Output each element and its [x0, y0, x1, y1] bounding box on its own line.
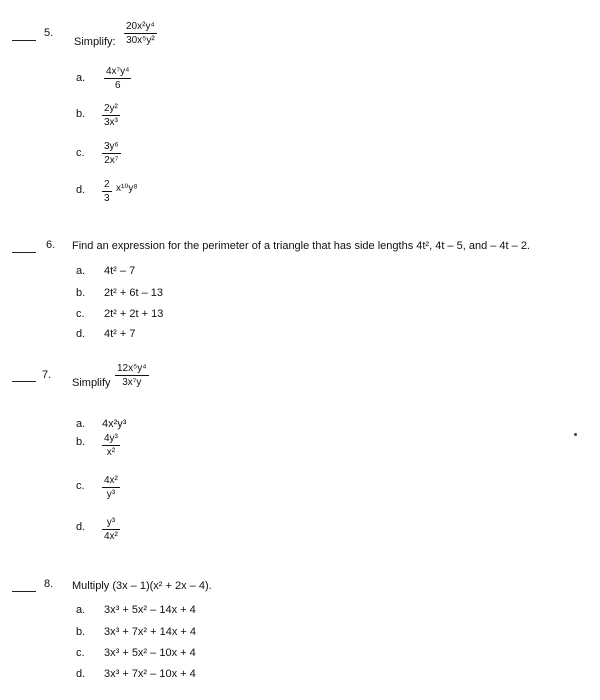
choice-fraction[interactable] [104, 66, 131, 91]
choice-text[interactable]: 4t² – 7 [104, 265, 136, 277]
choice-label: c. [76, 647, 85, 659]
choice-denominator: 3x³ [104, 117, 118, 128]
question-number: 8. [44, 578, 54, 590]
choice-numerator: 3y⁶ [104, 141, 119, 152]
choice-label: d. [76, 668, 86, 680]
choice-denominator: 4x² [104, 531, 118, 542]
answer-blank-q5[interactable] [12, 40, 36, 41]
question-expression [115, 363, 149, 388]
choice-text[interactable]: 4t² + 7 [104, 328, 136, 340]
choice-denominator: 6 [114, 80, 121, 91]
choice-label: d. [76, 184, 86, 196]
choice-variables: x¹⁰y⁸ [116, 183, 138, 194]
expression-denominator: 3x⁷y [122, 377, 142, 388]
choice-text[interactable]: 2t² + 6t – 13 [104, 287, 164, 299]
choice-label: a. [76, 418, 86, 430]
question-expression [124, 21, 157, 46]
choice-numerator: 2y² [104, 103, 118, 114]
expression-numerator: 20x²y⁴ [126, 21, 155, 32]
choice-fraction[interactable] [102, 517, 120, 542]
choice-label: d. [76, 521, 86, 533]
choice-text[interactable]: 3x³ + 5x² – 14x + 4 [104, 604, 196, 616]
choice-label: b. [76, 287, 86, 299]
choice-text[interactable]: 3x³ + 7x² + 14x + 4 [104, 626, 197, 638]
choice-coefficient[interactable] [102, 179, 112, 204]
question-prompt: Simplify [72, 377, 111, 389]
choice-text[interactable]: 3x³ + 7x² – 10x + 4 [104, 668, 196, 680]
choice-denominator: 2x⁷ [104, 155, 119, 166]
choice-label: b. [76, 108, 86, 120]
choice-fraction[interactable] [102, 475, 120, 500]
choice-label: a. [76, 604, 86, 616]
choice-fraction[interactable] [102, 433, 120, 458]
choice-label: c. [76, 147, 85, 159]
choice-label: a. [76, 72, 86, 84]
coefficient-denominator: 3 [104, 193, 110, 204]
answer-blank-q8[interactable] [12, 591, 36, 592]
choice-text[interactable]: 2t² + 2t + 13 [104, 308, 164, 320]
question-number: 6. [46, 239, 56, 251]
choice-denominator: x² [106, 447, 116, 458]
coefficient-numerator: 2 [104, 179, 110, 190]
choice-fraction[interactable] [102, 103, 120, 128]
choice-label: b. [76, 626, 86, 638]
expression-denominator: 30x⁵y² [126, 35, 155, 46]
question-prompt: Find an expression for the perimeter of a triangle that has side lengths 4t², 4t – 5, and – 4t – 2. [72, 240, 530, 252]
choice-label: c. [76, 308, 85, 320]
choice-label: a. [76, 265, 86, 277]
question-prompt: Multiply (3x – 1)(x² + 2x – 4). [72, 580, 212, 592]
choice-text[interactable]: 4x²y³ [102, 418, 127, 430]
choice-numerator: 4x⁷y⁴ [106, 66, 130, 77]
question-number: 5. [44, 27, 54, 39]
choice-numerator: 4x² [104, 475, 118, 486]
answer-blank-q6[interactable] [12, 252, 36, 253]
expression-numerator: 12x⁵y⁴ [117, 363, 147, 374]
answer-blank-q7[interactable] [12, 381, 36, 382]
choice-numerator: 4y³ [104, 433, 118, 444]
choice-label: c. [76, 480, 85, 492]
choice-numerator: y³ [106, 517, 116, 528]
choice-fraction[interactable] [102, 141, 121, 166]
choice-label: b. [76, 436, 86, 448]
question-prompt: Simplify: [74, 36, 116, 48]
stray-mark [574, 433, 577, 436]
choice-text[interactable]: 3x³ + 5x² – 10x + 4 [104, 647, 196, 659]
choice-denominator: y³ [106, 489, 116, 500]
choice-label: d. [76, 328, 86, 340]
question-number: 7. [42, 369, 52, 381]
